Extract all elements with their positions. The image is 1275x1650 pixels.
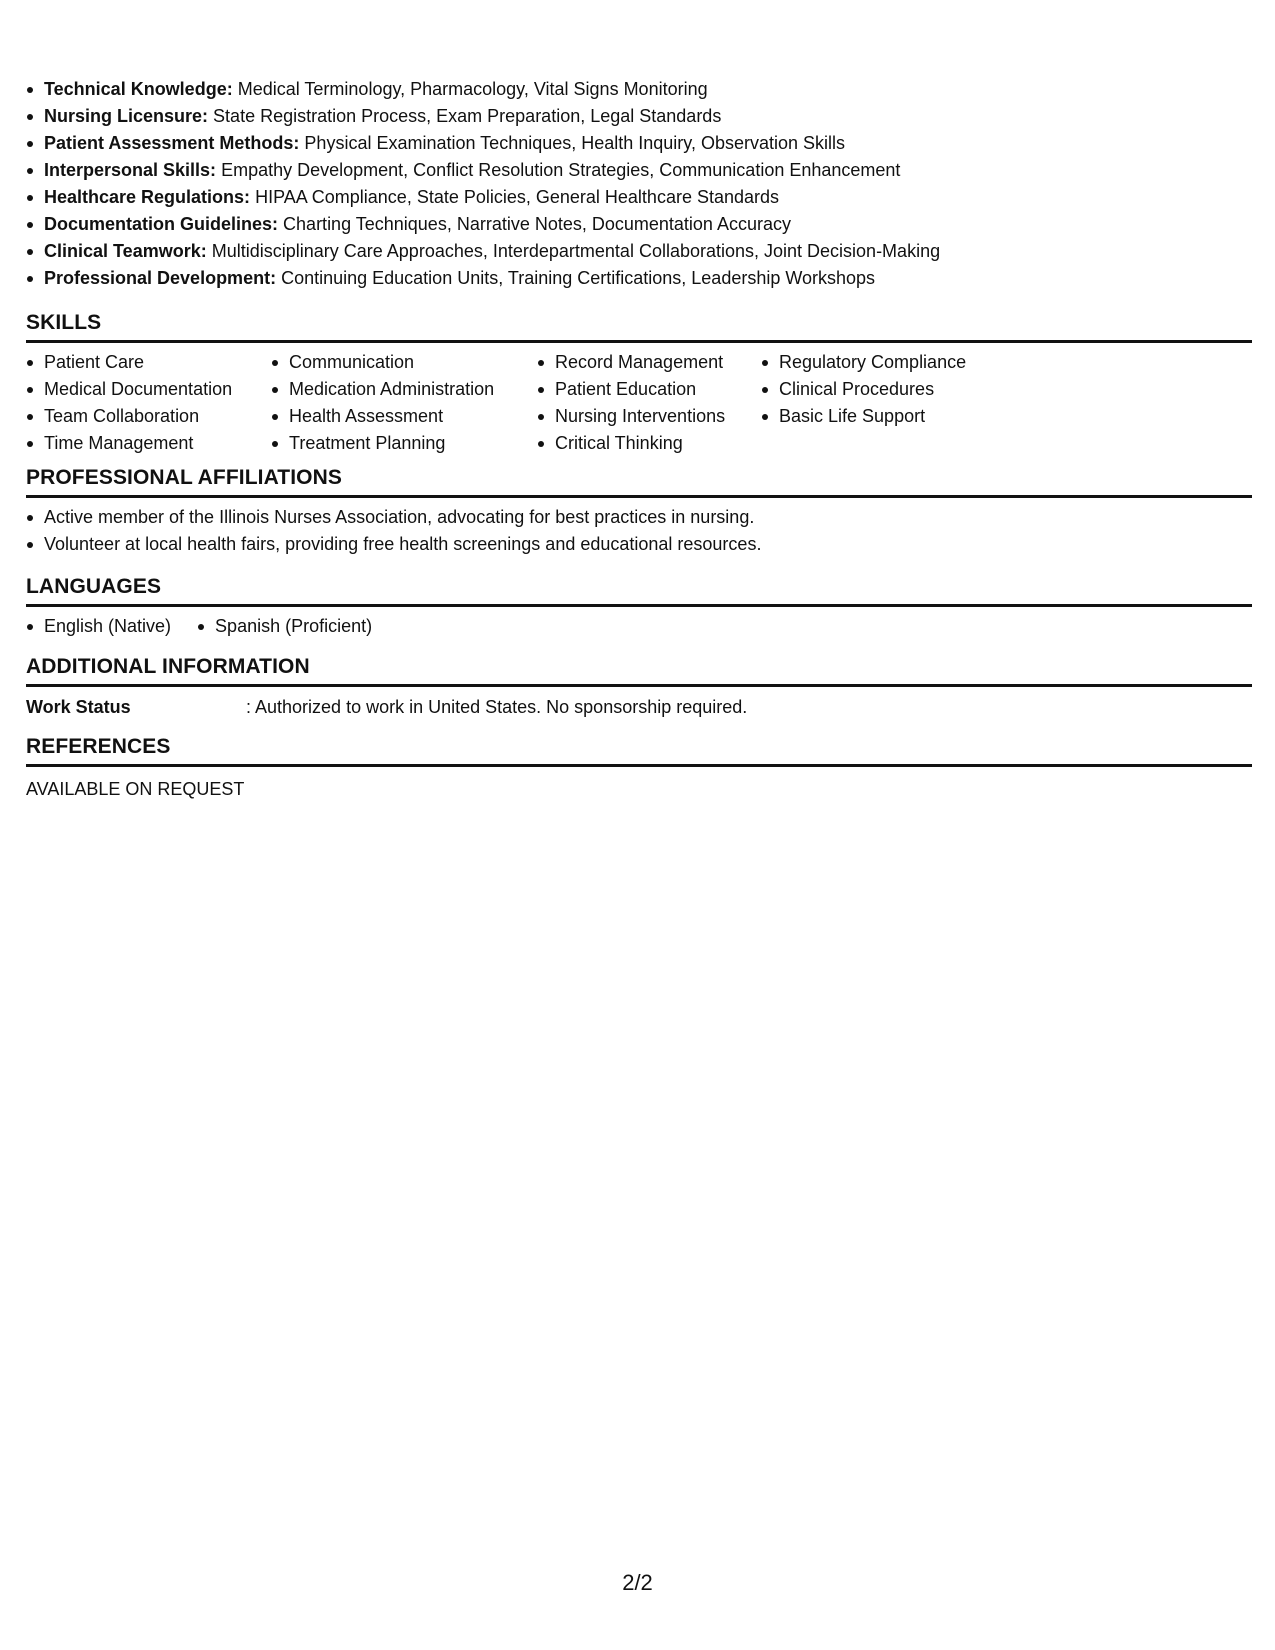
references-heading: REFERENCES — [26, 734, 1252, 767]
page-number: 2/2 — [622, 1570, 653, 1595]
knowledge-item — [26, 238, 1252, 265]
knowledge-label: Documentation Guidelines: — [44, 214, 279, 234]
languages-heading: LANGUAGES — [26, 574, 1252, 607]
knowledge-label: Nursing Licensure: — [44, 106, 209, 126]
skill-item: Health Assessment — [271, 403, 537, 430]
knowledge-item — [26, 103, 1252, 130]
work-status-row — [26, 694, 1252, 720]
affiliation-item: Volunteer at local health fairs, providing free health screenings and educational resources. — [26, 531, 1252, 558]
knowledge-label: Professional Development: — [44, 268, 277, 288]
resume-page — [26, 76, 1252, 802]
skills-grid — [26, 349, 1252, 457]
knowledge-list — [26, 76, 1252, 292]
skill-item: Critical Thinking — [537, 430, 761, 457]
affiliations-list — [26, 504, 1252, 558]
skill-item: Clinical Procedures — [761, 376, 1021, 403]
skills-column — [537, 349, 761, 457]
affiliations-heading: PROFESSIONAL AFFILIATIONS — [26, 465, 1252, 498]
knowledge-text: HIPAA Compliance, State Policies, General Healthcare Standards — [255, 187, 780, 207]
skill-item: Regulatory Compliance — [761, 349, 1021, 376]
skills-heading: SKILLS — [26, 310, 1252, 343]
work-status-value: : Authorized to work in United States. No sponsorship required. — [246, 697, 748, 717]
affiliations-section — [26, 465, 1252, 558]
knowledge-label: Healthcare Regulations: — [44, 187, 251, 207]
affiliation-item: Active member of the Illinois Nurses Association, advocating for best practices in nursing. — [26, 504, 1252, 531]
knowledge-text: Empathy Development, Conflict Resolution Strategies, Communication Enhancement — [221, 160, 901, 180]
references-text: AVAILABLE ON REQUEST — [26, 779, 245, 799]
knowledge-item — [26, 265, 1252, 292]
references-section — [26, 734, 1252, 802]
knowledge-text: Charting Techniques, Narrative Notes, Documentation Accuracy — [283, 214, 791, 234]
knowledge-label: Technical Knowledge: — [44, 79, 233, 99]
languages-list — [26, 613, 1252, 640]
knowledge-item — [26, 130, 1252, 157]
skill-item: Team Collaboration — [26, 403, 271, 430]
knowledge-item — [26, 211, 1252, 238]
knowledge-item — [26, 157, 1252, 184]
knowledge-label: Patient Assessment Methods: — [44, 133, 300, 153]
skill-item: Medication Administration — [271, 376, 537, 403]
language-item: Spanish (Proficient) — [197, 613, 372, 640]
languages-section — [26, 574, 1252, 640]
skills-section — [26, 310, 1252, 457]
skill-item: Medical Documentation — [26, 376, 271, 403]
work-status-label: Work Status — [26, 697, 131, 717]
skill-item: Treatment Planning — [271, 430, 537, 457]
skills-column — [761, 349, 1021, 457]
additional-info-heading: ADDITIONAL INFORMATION — [26, 654, 1252, 687]
skill-item: Patient Care — [26, 349, 271, 376]
knowledge-label: Interpersonal Skills: — [44, 160, 217, 180]
knowledge-text: Multidisciplinary Care Approaches, Interdepartmental Collaborations, Joint Decision-Making — [211, 241, 941, 261]
skill-item: Basic Life Support — [761, 403, 1021, 430]
knowledge-item — [26, 76, 1252, 103]
skill-item: Record Management — [537, 349, 761, 376]
knowledge-text: State Registration Process, Exam Preparation, Legal Standards — [213, 106, 722, 126]
language-item: English (Native) — [26, 613, 171, 640]
knowledge-item — [26, 184, 1252, 211]
knowledge-label: Clinical Teamwork: — [44, 241, 207, 261]
skills-column — [26, 349, 271, 457]
knowledge-text: Physical Examination Techniques, Health Inquiry, Observation Skills — [304, 133, 846, 153]
skills-column — [271, 349, 537, 457]
skill-item: Nursing Interventions — [537, 403, 761, 430]
additional-info-section — [26, 654, 1252, 720]
skill-item: Time Management — [26, 430, 271, 457]
skill-item: Patient Education — [537, 376, 761, 403]
knowledge-text: Continuing Education Units, Training Certifications, Leadership Workshops — [281, 268, 876, 288]
knowledge-text: Medical Terminology, Pharmacology, Vital Signs Monitoring — [237, 79, 708, 99]
skill-item: Communication — [271, 349, 537, 376]
